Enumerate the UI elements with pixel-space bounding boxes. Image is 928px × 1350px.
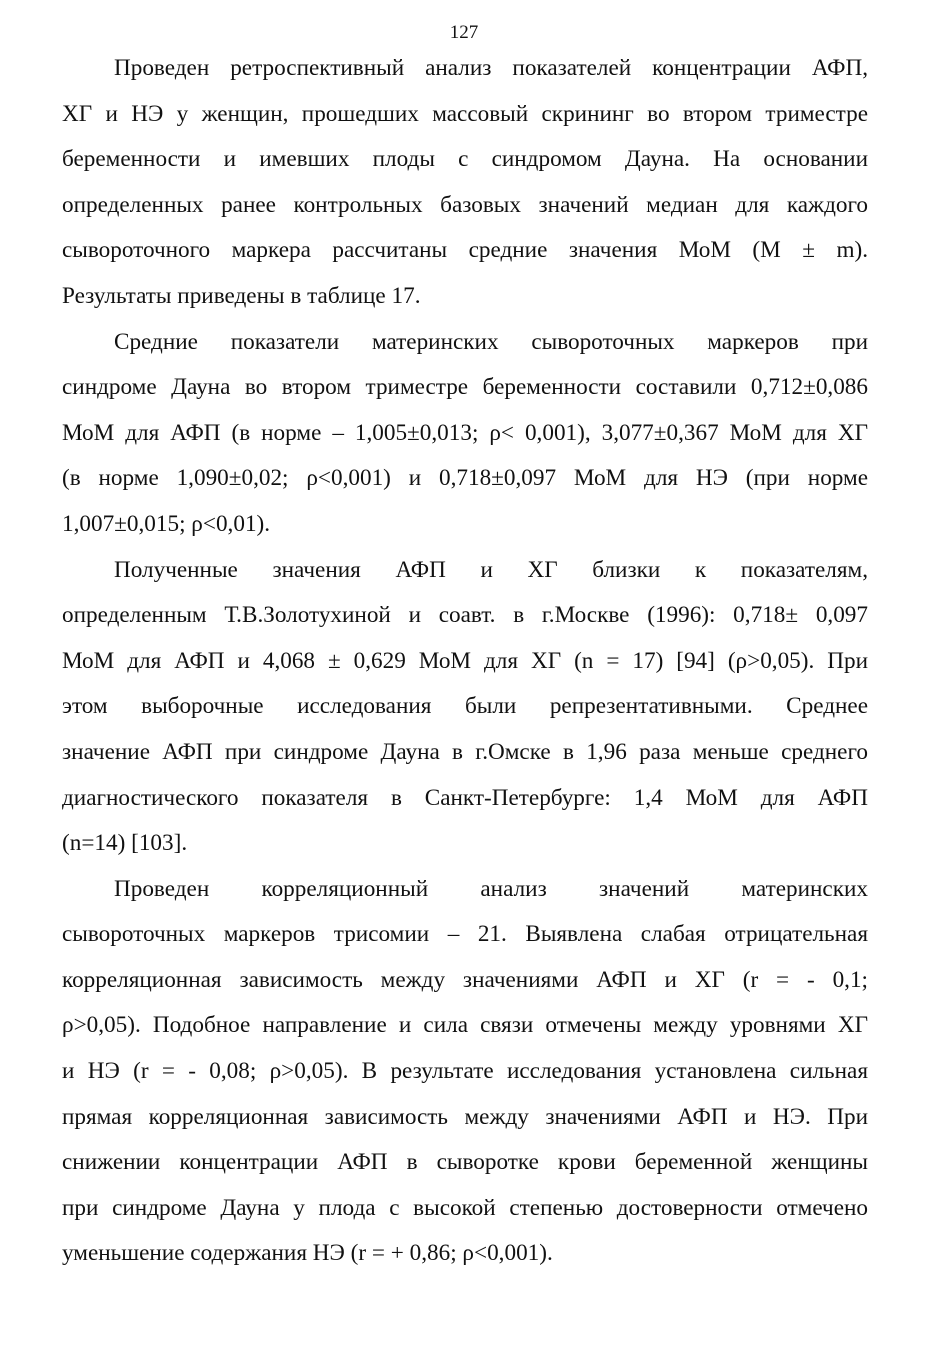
text-line: значение АФП при синдроме Дауна в г.Омске в 1,96 раза меньше среднего	[62, 738, 868, 765]
text-line: Результаты приведены в таблице 17.	[62, 282, 421, 309]
text-line: МоМ для АФП и 4,068 ± 0,629 МоМ для ХГ (n = 17) [94] (ρ>0,05). При	[62, 647, 868, 674]
paragraph-3	[62, 553, 868, 872]
paragraph-2	[62, 325, 868, 553]
text-line: этом выборочные исследования были репрезентативными. Среднее	[62, 693, 868, 720]
text-line: (n=14) [103].	[62, 830, 188, 857]
text-line: МоМ для АФП (в норме – 1,005±0,013; ρ< 0,001), 3,077±0,367 МоМ для ХГ	[62, 419, 868, 446]
text-line: диагностического показателя в Санкт-Петербурге: 1,4 МоМ для АФП	[62, 784, 868, 811]
text-line: корреляционная зависимость между значениями АФП и ХГ (r = - 0,1;	[62, 966, 868, 993]
text-line: сывороточного маркера рассчитаны средние значения МоМ (М ± m).	[62, 237, 868, 264]
page-number: 127	[449, 22, 479, 43]
text-line: и НЭ (r = - 0,08; ρ>0,05). В результате исследования установлена сильная	[62, 1058, 868, 1085]
text-line: прямая корреляционная зависимость между значениями АФП и НЭ. При	[62, 1103, 868, 1130]
text-line: синдроме Дауна во втором триместре беременности составили 0,712±0,086	[62, 374, 868, 401]
text-line: Проведен корреляционный анализ значений материнских	[114, 875, 868, 902]
text-line: (в норме 1,090±0,02; ρ<0,001) и 0,718±0,097 МоМ для НЭ (при норме	[62, 465, 868, 492]
text-line: снижении концентрации АФП в сыворотке крови беременной женщины	[62, 1149, 868, 1176]
text-line: Проведен ретроспективный анализ показателей концентрации АФП,	[114, 55, 868, 81]
text-line: ХГ и НЭ у женщин, прошедших массовый скрининг во втором триместре	[62, 100, 868, 127]
text-line: ρ>0,05). Подобное направление и сила связи отмечены между уровнями ХГ	[62, 1012, 868, 1039]
text-line: Средние показатели материнских сывороточных маркеров при	[114, 328, 868, 355]
text-line: беременности и имевших плоды с синдромом Дауна. На основании	[62, 146, 868, 173]
text-line: 1,007±0,015; ρ<0,01).	[62, 510, 271, 537]
paragraph-1	[62, 51, 868, 325]
text-line: уменьшение содержания НЭ (r = + 0,86; ρ<0,001).	[62, 1240, 553, 1267]
document-body	[62, 51, 868, 1282]
text-line: определенным Т.В.Золотухиной и соавт. в г.Москве (1996): 0,718± 0,097	[62, 602, 868, 629]
text-line: при синдроме Дауна у плода с высокой степенью достоверности отмечено	[62, 1194, 868, 1221]
text-line: определенных ранее контрольных базовых значений медиан для каждого	[62, 191, 868, 218]
paragraph-4	[62, 872, 868, 1282]
text-line: сывороточных маркеров трисомии – 21. Выявлена слабая отрицательная	[62, 921, 868, 948]
text-line: Полученные значения АФП и ХГ близки к показателям,	[114, 556, 868, 583]
